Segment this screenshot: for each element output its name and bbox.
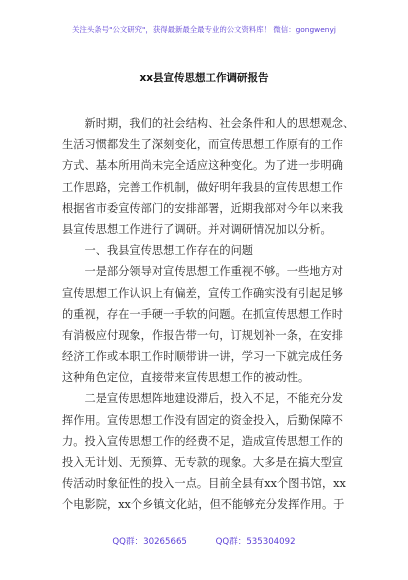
document-title: xx县宣传思想工作调研报告 bbox=[139, 72, 269, 84]
footer-qq-group-2: QQ群：535304092 bbox=[215, 537, 296, 547]
body-line: 生活习惯都发生了深刻变化，而宣传思想工作原有的工作 bbox=[62, 138, 343, 152]
document-body bbox=[62, 113, 355, 516]
body-line: 传活动时象征性的投入一点。目前全县有xx个图书馆，xx bbox=[62, 477, 346, 491]
body-line: 投入无计划、无预算、无专款的现象。大多是在搞大型宣 bbox=[62, 456, 343, 469]
body-line: 的重视，存在一手硬一手软的问题。在抓宣传思想工作时 bbox=[62, 307, 343, 321]
header-banner: 关注头条号"公文研究"，获得最新最全最专业的公文资料库！ 微信：gongwenyj bbox=[72, 25, 336, 34]
body-line: 个电影院，xx个乡镇文化站，但不能够充分发挥作用。于 bbox=[62, 498, 345, 512]
body-line: 二是宣传思想阵地建设滞后，投入不足，不能充分发 bbox=[62, 392, 343, 406]
body-line: 经济工作或本职工作时顺带讲一讲，学习一下就完成任务 bbox=[62, 350, 343, 364]
body-line: 挥作用。宣传思想工作没有固定的资金投入，后勤保障不 bbox=[62, 413, 343, 427]
body-line: 有消极应付现象，作报告带一句，订规划补一条，在安排 bbox=[62, 328, 343, 342]
body-line: 新时期，我们的社会结构、社会条件和人的思想观念、 bbox=[62, 117, 355, 130]
body-line: 这种角色定位，直接带来宣传思想工作的被动性。 bbox=[62, 371, 310, 385]
body-line: 县宣传思想工作进行了调研。并对调研情况加以分析。 bbox=[62, 222, 332, 236]
footer-qq-group-1: QQ群：30265665 bbox=[112, 537, 187, 547]
body-line: 一是部分领导对宣传思想工作重视不够。一些地方对 bbox=[62, 265, 343, 279]
body-line: 力。投入宣传思想工作的经费不足，造成宣传思想工作的 bbox=[62, 434, 343, 448]
body-line: 方式、基本所用尚未完全适应这种变化。为了进一步明确 bbox=[62, 159, 343, 173]
body-line: 根据省市委宣传部门的安排部署，近期我部对今年以来我 bbox=[62, 201, 343, 215]
body-line: 宣传思想工作认识上有偏差，宣传工作确实没有引起足够 bbox=[62, 286, 343, 300]
body-line: 一、我县宣传思想工作存在的问题 bbox=[62, 244, 254, 258]
footer-contacts bbox=[0, 535, 408, 547]
body-line: 工作思路，完善工作机制，做好明年我县的宣传思想工作 bbox=[62, 180, 343, 194]
